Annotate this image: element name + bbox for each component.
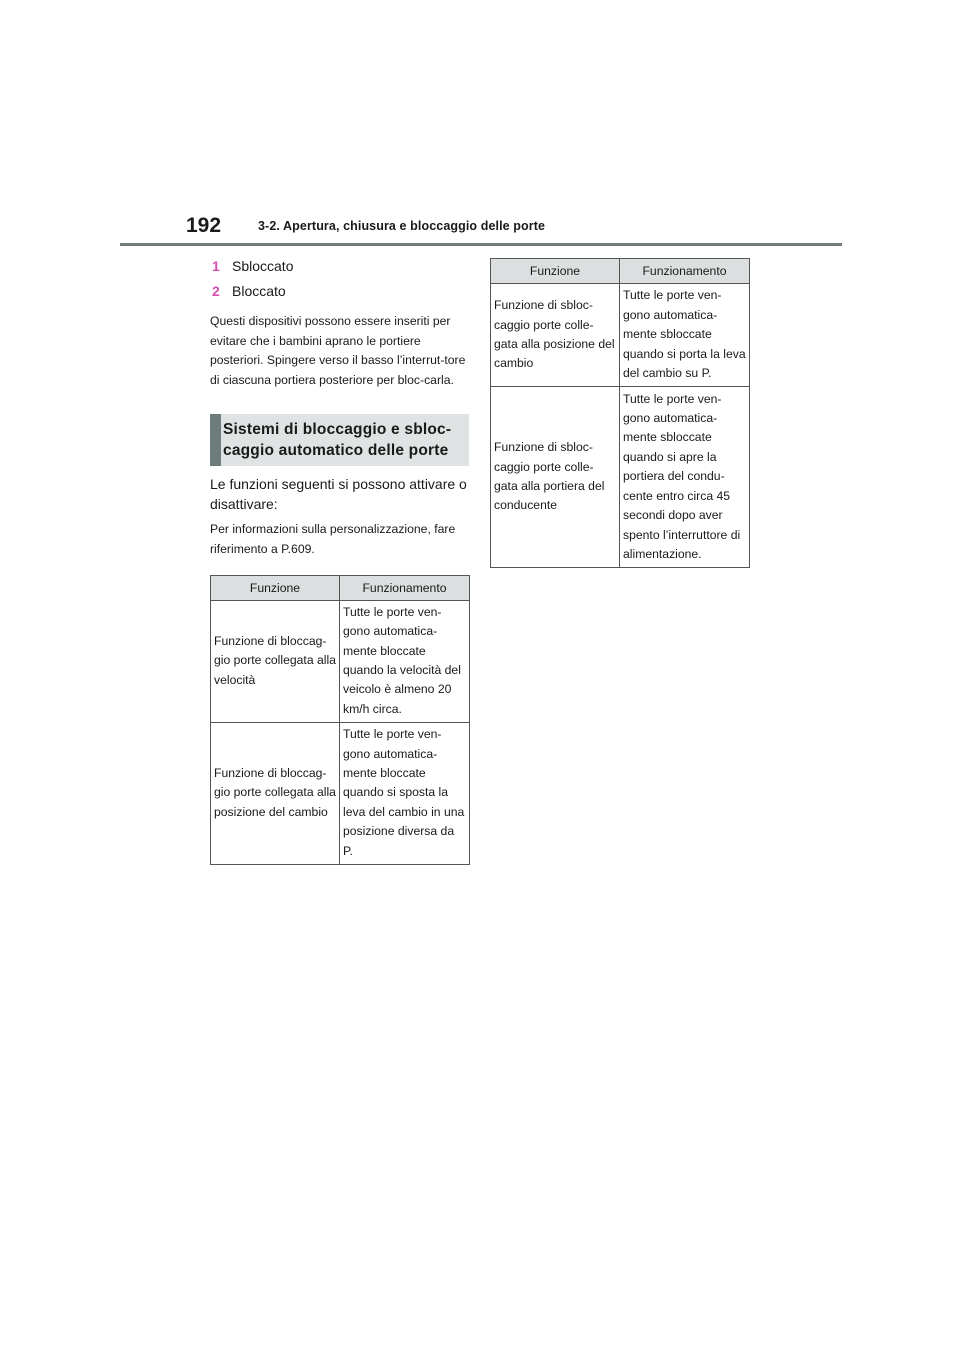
operation-cell: Tutte le porte ven-gono automatica-mente sbloccate quando si apre la portiera del condu-cente entro circa 45 secondi dopo aver spento l’interruttore di alimentazione. bbox=[620, 387, 750, 568]
section-heading-line-2: caggio automatico delle porte bbox=[223, 442, 449, 460]
unlock-functions-table bbox=[490, 258, 750, 568]
section-intro: Le funzioni seguenti si possono attivare o disattivare: bbox=[210, 476, 467, 513]
header-rule bbox=[120, 243, 842, 246]
lock-functions-table bbox=[210, 575, 470, 865]
section-heading-line-1: Sistemi di bloccaggio e sbloc- bbox=[223, 421, 452, 439]
function-cell: Funzione di sbloc-caggio porte colle-gata alla portiera del conducente bbox=[491, 387, 620, 568]
operation-cell: Tutte le porte ven-gono automatica-mente bloccate quando la velocità del veicolo è almeno 20 km/h circa. bbox=[340, 600, 470, 722]
left-column bbox=[210, 254, 470, 865]
table-row bbox=[491, 284, 750, 387]
table-row bbox=[491, 387, 750, 568]
table-header-row bbox=[211, 575, 470, 600]
header-funzionamento: Funzionamento bbox=[340, 575, 470, 600]
function-cell: Funzione di bloccag-gio porte collegata alla velocità bbox=[211, 600, 340, 722]
header-funzione: Funzione bbox=[491, 259, 620, 284]
legend-label: Bloccato bbox=[232, 283, 286, 299]
table-header-row bbox=[491, 259, 750, 284]
legend-item-1 bbox=[210, 254, 470, 279]
header-funzione: Funzione bbox=[211, 575, 340, 600]
page-number: 192 bbox=[186, 214, 222, 237]
child-lock-note: Questi dispositivi possono essere inseriti per evitare che i bambini aprano le portiere posteriori. Spingere verso il basso l’interrut-tore di ciascuna portiera posteriore per bloc-carla. bbox=[210, 314, 466, 387]
function-cell: Funzione di bloccag-gio porte collegata alla posizione del cambio bbox=[211, 722, 340, 864]
operation-cell: Tutte le porte ven-gono automatica-mente bloccate quando si sposta la leva del cambio in una posizione diversa da P. bbox=[340, 722, 470, 864]
customization-note: Per informazioni sulla personalizzazione, fare riferimento a P.609. bbox=[210, 522, 456, 556]
legend-number: 1 bbox=[212, 258, 220, 274]
header-funzionamento: Funzionamento bbox=[620, 259, 750, 284]
legend-item-2 bbox=[210, 279, 470, 304]
legend-number: 2 bbox=[212, 283, 220, 299]
right-column bbox=[490, 258, 750, 568]
operation-cell: Tutte le porte ven-gono automatica-mente sbloccate quando si porta la leva del cambio su P. bbox=[620, 284, 750, 387]
chapter-title: 3-2. Apertura, chiusura e bloccaggio delle porte bbox=[258, 219, 546, 233]
table-row bbox=[211, 600, 470, 722]
table-row bbox=[211, 722, 470, 864]
function-cell: Funzione di sbloc-caggio porte colle-gata alla posizione del cambio bbox=[491, 284, 620, 387]
section-heading bbox=[210, 414, 469, 466]
legend-label: Sbloccato bbox=[232, 258, 294, 274]
